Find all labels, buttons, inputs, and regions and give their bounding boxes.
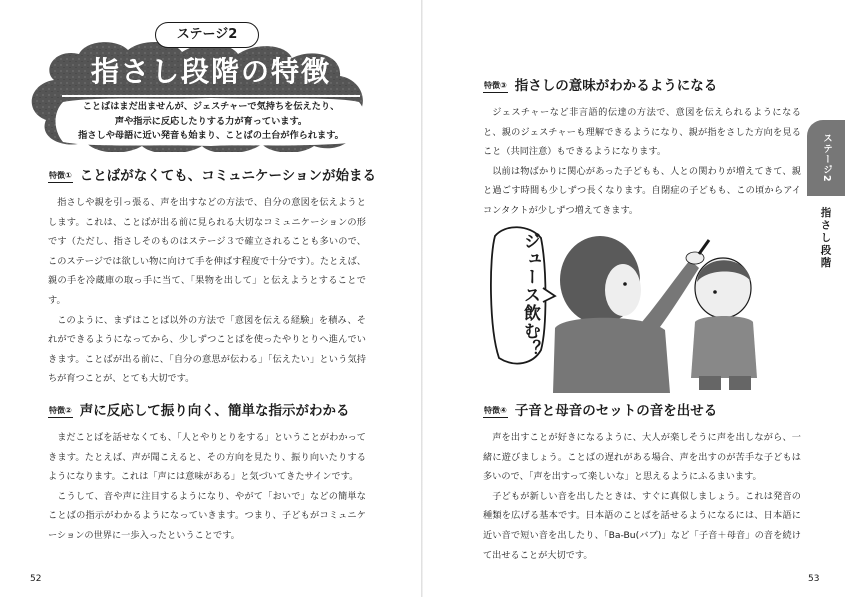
section-heading: 指さしの意味がわかるようになる — [514, 78, 718, 94]
body-paragraph: ジェスチャーなど非言語的伝達の方法で、意図を伝えられるようになると、親のジェスチャーも理解できるようになり、親が指をさした方向を見ること（共同注意）もできるようになります。 — [483, 107, 801, 158]
feature-section-3 — [483, 77, 801, 221]
page-title: 指さし段階の特徴 — [90, 55, 331, 88]
section-heading: ことばがなくても、コミュニケーションが始まる — [79, 168, 376, 184]
feature-section-2 — [48, 402, 366, 546]
body-paragraph: こうして、音や声に注目するようになり、やがて「おいで」などの簡単なことばの指示がわかるようになっていきます。つまり、子どもがコミュニケーションの世界に一歩入ったということです。 — [48, 490, 366, 541]
feature-tag: 特徴② — [48, 405, 73, 418]
chapter-side-tab — [807, 120, 845, 280]
speech-bubble-text: ジュース飲む？ — [520, 232, 540, 358]
feature-section-4 — [483, 402, 801, 565]
feature-tag: 特徴① — [48, 170, 73, 183]
intro-text — [60, 100, 362, 144]
title-underline — [62, 95, 360, 97]
page-number: 53 — [808, 574, 820, 584]
intro-line: ことばはまだ出ませんが、ジェスチャーで気持ちを伝えたり、 — [82, 101, 340, 112]
body-paragraph: まだことばを話せなくても、「人とやりとりをする」ということがわかってきます。たとえば、声が聞こえると、その方向を見たり、振り向いたりするようになります。これは「声には意味がある」と気づいてきたサインです。 — [48, 432, 366, 483]
section-heading: 子音と母音のセットの音を出せる — [514, 403, 718, 419]
page-number: 52 — [30, 574, 42, 584]
body-paragraph: 以前は物ばかりに関心があった子どもも、人との関わりが増えてきて、親と過ごす時間も少しずつ長くなります。自閉症の子どもも、この頃からアイコンタクトが少しずつ増えてきます。 — [483, 165, 801, 216]
intro-line: 声や指示に反応したりする力が育っています。 — [114, 115, 308, 127]
feature-tag: 特徴③ — [483, 80, 508, 93]
intro-line: 指さしや母語に近い発音も始まり、ことばの土台が作られます。 — [78, 130, 344, 141]
left-page — [0, 0, 422, 597]
section-heading: 声に反応して振り向く、簡単な指示がわかる — [79, 403, 350, 419]
side-tab-label: 指さし段階 — [819, 206, 832, 270]
body-paragraph: 声を出すことが好きになるように、大人が楽しそうに声を出しながら、一緒に遊びましょう。ことばの遅れがある場合、声を出すのが苦手な子どもは多いので、「声を出すって楽しいな」と思えるようにふるまいます。 — [483, 432, 801, 483]
side-tab-stage: ステージ2 — [807, 120, 845, 196]
body-paragraph: 指さしや親を引っ張る、声を出すなどの方法で、自分の意図を伝えようとします。これは、ことばが出る前に見られる大切なコミュニケーションの形です（ただし、指さしそのものはステージ３で確立されることも多いので、このステージでは欲しい物に向けて手を伸ばす程度で十分です）。たとえば、親の手を冷蔵庫の取っ手に当て、「果物を出して」と伝えようとすることです。 — [48, 197, 366, 306]
body-paragraph: 子どもが新しい音を出したときは、すぐに真似しましょう。これは発音の種類を広げる基本です。日本語のことばを話せるようになるには、日本語に近い音で短い音を出したり、「Ba-Bu(バブ)」など「子音＋母音」の音を続けて出せることが大切です。 — [483, 490, 801, 561]
stage-badge: ステージ2 — [155, 22, 259, 48]
body-paragraph: このように、まずはことば以外の方法で「意図を伝える経験」を積み、それができるようになってから、少しずつことばを使ったやりとりへ進んでいきます。ことばが出る前に、「自分の意思が伝わる」「伝えたい」という気持ちが育つことが、とても大切です。 — [48, 314, 366, 385]
feature-section-1 — [48, 167, 376, 389]
feature-tag: 特徴④ — [483, 405, 508, 418]
